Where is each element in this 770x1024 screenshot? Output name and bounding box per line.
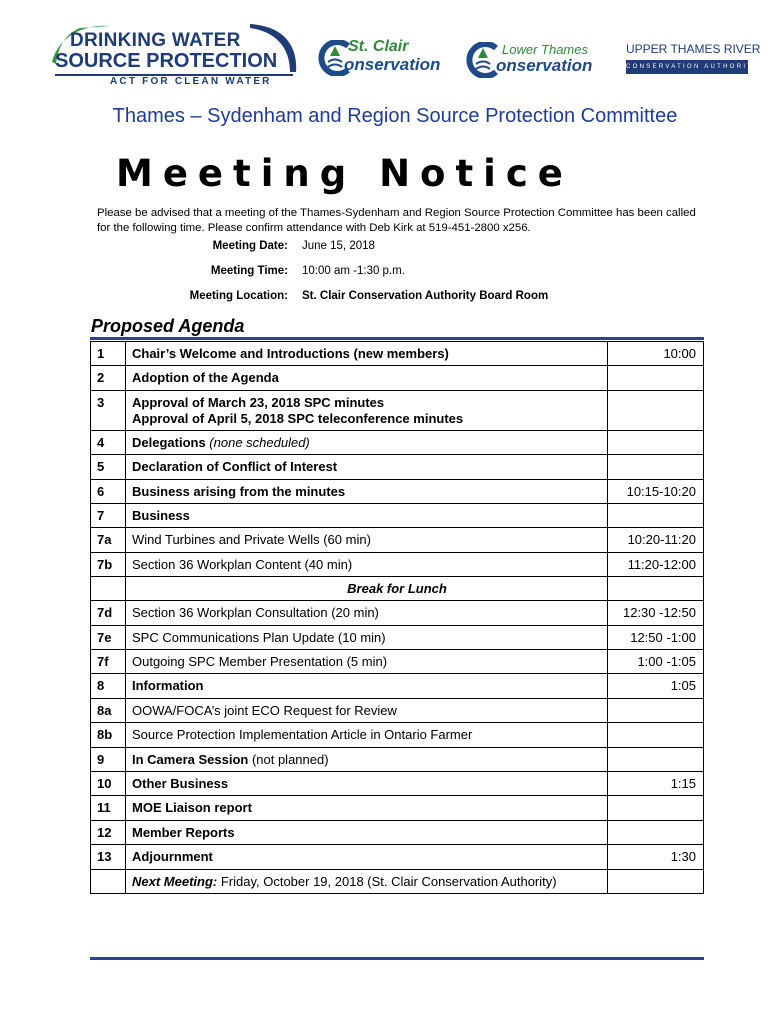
- agenda-heading: Proposed Agenda: [91, 316, 245, 336]
- agenda-item-number: 13: [97, 849, 112, 865]
- agenda-row-2: [90, 365, 704, 389]
- agenda-row-7e: [90, 625, 704, 649]
- next-meeting-text: [132, 874, 557, 889]
- agenda-item-time: 10:00: [663, 346, 696, 361]
- table-rule: [90, 625, 704, 626]
- table-column-rule: [607, 341, 608, 893]
- table-column-rule: [90, 341, 91, 893]
- agenda-item-title: Member Reports: [132, 824, 235, 840]
- agenda-row-7a: [90, 527, 704, 551]
- agenda-item-time: 1:15: [670, 776, 696, 791]
- lower-thames-logo: [466, 40, 611, 80]
- table-rule: [90, 698, 704, 699]
- table-rule: [90, 747, 704, 748]
- agenda-item-number: 8: [97, 678, 105, 694]
- agenda-item-number: 7b: [97, 556, 113, 572]
- agenda-row-7: [90, 503, 704, 527]
- lower-thames-c-icon: [466, 42, 500, 78]
- committee-title: Thames – Sydenham and Region Source Protection Committee: [112, 105, 678, 127]
- table-rule: [90, 503, 704, 504]
- dwsp-logo: [50, 22, 300, 92]
- agenda-row-8: [90, 673, 704, 697]
- agenda-item-title: Outgoing SPC Member Presentation (5 min): [132, 654, 388, 669]
- agenda-item-number: 2: [97, 370, 105, 386]
- next-meeting-row: [90, 869, 704, 893]
- meeting-location-row: [0, 290, 770, 310]
- agenda-row-8a: [90, 698, 704, 722]
- next-meeting-value: Friday, October 19, 2018 (St. Clair Conservation Authority): [217, 873, 557, 889]
- agenda-row-6: [90, 479, 704, 503]
- agenda-item-title: Information: [132, 678, 204, 694]
- agenda-row-3: [90, 390, 704, 430]
- meeting-notice-title: Meeting Notice: [116, 152, 573, 195]
- table-rule: [90, 893, 704, 894]
- table-rule: [90, 649, 704, 650]
- table-rule: [90, 479, 704, 480]
- stclair-name: St. Clair: [348, 38, 409, 55]
- agenda-item-title: Approval of April 5, 2018 SPC teleconference minutes: [132, 410, 464, 426]
- agenda-item-title: OOWA/FOCA’s joint ECO Request for Review: [132, 702, 397, 718]
- agenda-item-number: 7f: [97, 654, 109, 669]
- agenda-item-time: 12:50 -1:00: [630, 629, 696, 645]
- agenda-item-number: 11: [97, 800, 111, 816]
- agenda-item-number: 10: [97, 776, 112, 791]
- agenda-row-7d: [90, 600, 704, 624]
- agenda-table: [90, 341, 704, 893]
- dwsp-line2: SOURCE PROTECTION: [55, 50, 278, 72]
- table-column-rule: [125, 341, 126, 893]
- agenda-item-time: 10:15-10:20: [626, 483, 696, 499]
- agenda-row-4: [90, 430, 704, 454]
- table-rule: [90, 527, 704, 528]
- table-rule: [90, 390, 704, 391]
- advice-paragraph: Please be advised that a meeting of the Thames-Sydenham and Region Source Protection Committee has been called for the following time. Please confirm attendance with Deb Kirk at 519-451-2800 x256.: [97, 207, 696, 234]
- agenda-item-number: 12: [97, 824, 112, 840]
- agenda-item-title: Chair’s Welcome and Introductions (new members): [132, 346, 449, 361]
- agenda-item-note: (not planned): [248, 751, 329, 767]
- agenda-item-time: 12:30 -12:50: [622, 605, 696, 621]
- dwsp-tagline: ACT FOR CLEAN WATER: [110, 76, 272, 87]
- agenda-item-number: 7a: [97, 532, 112, 548]
- table-rule: [90, 795, 704, 796]
- meeting-location-label: Meeting Location:: [189, 290, 288, 302]
- agenda-row-5: [90, 454, 704, 478]
- meeting-time-row: [0, 265, 770, 285]
- agenda-item-time: 1:00 -1:05: [637, 654, 696, 669]
- agenda-row-7b: [90, 552, 704, 576]
- table-rule: [90, 454, 704, 455]
- agenda-item-title: Section 36 Workplan Content (40 min): [132, 556, 353, 572]
- agenda-item-title: Other Business: [132, 776, 229, 791]
- agenda-item-time: 10:20-11:20: [627, 532, 696, 548]
- table-rule: [90, 365, 704, 366]
- table-rule: [90, 820, 704, 821]
- agenda-item-number: 9: [97, 751, 105, 767]
- agenda-item-time: 1:30: [670, 849, 696, 865]
- agenda-row-1: [90, 341, 704, 365]
- table-rule: [90, 341, 704, 342]
- agenda-row-10: [90, 771, 704, 795]
- stclair-logo: [318, 38, 453, 78]
- agenda-row-9: [90, 747, 704, 771]
- upper-thames-name: UPPER THAMES RIVER: [626, 42, 761, 56]
- table-rule: [90, 576, 704, 577]
- agenda-item-number: 6: [97, 483, 105, 499]
- table-rule: [90, 844, 704, 845]
- lower-thames-conservation: onservation: [496, 56, 593, 75]
- agenda-item-title: Approval of March 23, 2018 SPC minutes: [132, 394, 385, 410]
- meeting-time-value: 10:00 am -1:30 p.m.: [302, 265, 405, 277]
- agenda-item-title: SPC Communications Plan Update (10 min): [132, 629, 386, 645]
- meeting-time-label: Meeting Time:: [210, 265, 288, 277]
- agenda-item-number: 5: [97, 459, 105, 475]
- upper-thames-logo: [626, 42, 761, 80]
- footer-rule: [90, 957, 704, 960]
- agenda-item-title: Business: [132, 508, 190, 523]
- agenda-row-7f: [90, 649, 704, 673]
- agenda-item-title: Wind Turbines and Private Wells (60 min): [132, 532, 371, 548]
- table-rule: [90, 552, 704, 553]
- table-rule: [90, 869, 704, 870]
- table-rule: [90, 430, 704, 431]
- table-rule: [90, 600, 704, 601]
- lunch-break-label: Break for Lunch: [347, 581, 447, 597]
- agenda-item-number: 8a: [97, 702, 112, 718]
- stclair-conservation: onservation: [344, 55, 441, 74]
- table-rule: [90, 771, 704, 772]
- table-column-rule: [703, 341, 704, 893]
- agenda-item-title: Adoption of the Agenda: [132, 370, 279, 386]
- agenda-row-12: [90, 820, 704, 844]
- agenda-item-title: In Camera Session (not planned): [132, 751, 329, 767]
- agenda-top-rule: [90, 337, 704, 340]
- meeting-date-label: Meeting Date:: [212, 240, 288, 252]
- agenda-item-title: MOE Liaison report: [132, 800, 252, 816]
- agenda-item-title: Source Protection Implementation Article in Ontario Farmer: [132, 727, 473, 743]
- table-rule: [90, 722, 704, 723]
- agenda-item-number: 1: [97, 346, 105, 361]
- agenda-item-title: Section 36 Workplan Consultation (20 min): [132, 605, 379, 621]
- agenda-item-number: 7e: [97, 629, 112, 645]
- dwsp-line1: DRINKING WATER: [70, 30, 241, 51]
- agenda-item-number: 7: [97, 508, 105, 523]
- agenda-item-title: Declaration of Conflict of Interest: [132, 459, 338, 475]
- agenda-item-number: 7d: [97, 605, 113, 621]
- next-meeting-label: Next Meeting:: [132, 873, 218, 889]
- meeting-date-value: June 15, 2018: [302, 240, 375, 252]
- meeting-location-value: St. Clair Conservation Authority Board Room: [302, 290, 549, 302]
- agenda-row-13: [90, 844, 704, 868]
- agenda-item-time: 1:05: [670, 678, 696, 694]
- agenda-item-title: Business arising from the minutes: [132, 483, 346, 499]
- meeting-date-row: [0, 240, 770, 260]
- agenda-row-11: [90, 795, 704, 819]
- agenda-item-number: 3: [97, 394, 105, 410]
- agenda-item-note: (none scheduled): [205, 434, 310, 450]
- upper-thames-band: CONSERVATION AUTHORITY: [626, 60, 748, 74]
- agenda-row-8b: [90, 722, 704, 746]
- table-rule: [90, 673, 704, 674]
- lower-thames-name: Lower Thames: [502, 42, 588, 57]
- agenda-item-number: 8b: [97, 727, 113, 743]
- agenda-item-number: 4: [97, 434, 105, 450]
- agenda-item-title: Delegations (none scheduled): [132, 434, 310, 450]
- agenda-item-title: Adjournment: [132, 849, 213, 865]
- agenda-item-time: 11:20-12:00: [627, 556, 696, 572]
